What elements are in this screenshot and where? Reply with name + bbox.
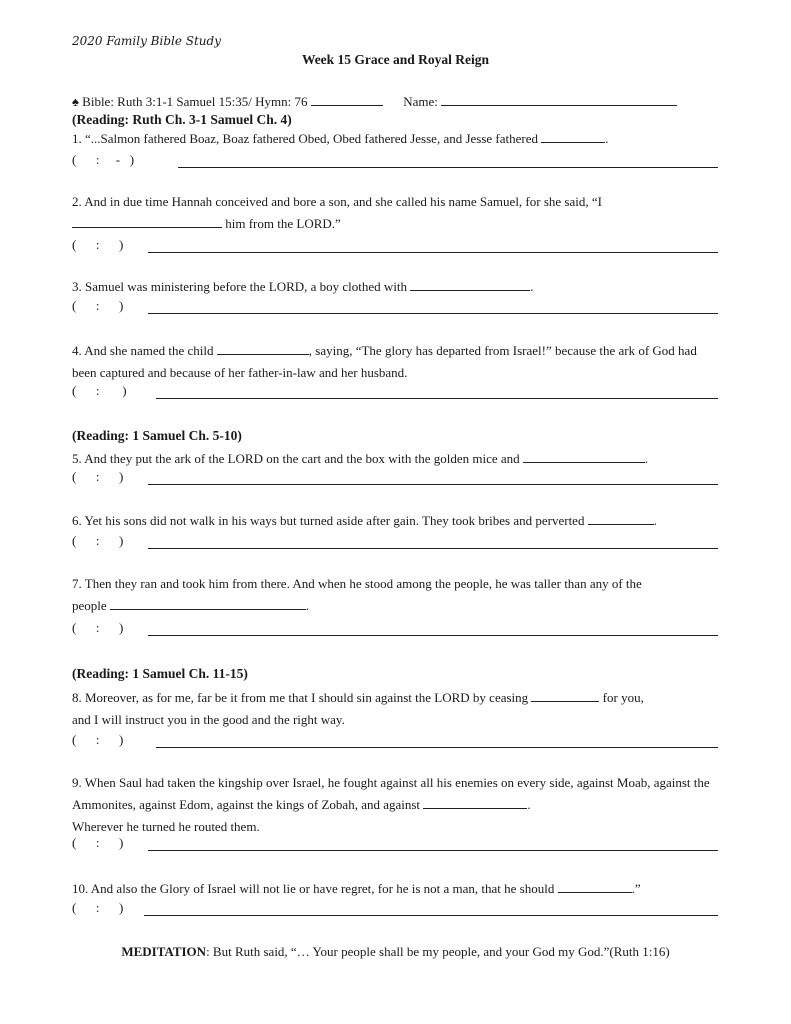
question-text-end: . [530,279,534,294]
answer-blank[interactable] [558,880,632,893]
answer-line[interactable] [156,747,718,748]
section-heading: (Reading: 1 Samuel Ch. 11-15) [72,666,248,681]
question-text: 10. And also the Glory of Israel will not lie or have regret, for he is not a man, that he should [72,881,555,896]
answer-blank[interactable] [531,689,599,702]
info-line [72,93,677,110]
answer-line[interactable] [144,915,718,916]
answer-line[interactable] [148,635,718,636]
reference-blank[interactable]: ( : ) [72,298,124,313]
section-heading: (Reading: 1 Samuel Ch. 5-10) [72,428,242,443]
name-field[interactable] [441,93,677,106]
answer-line[interactable] [148,484,718,485]
reference-row-2 [72,237,718,255]
reference-row-10 [72,900,718,918]
meditation-text: : But Ruth said, “… Your people shall be my people, and your God my God.”(Ruth 1:16) [206,944,670,959]
reference-blank[interactable]: ( : ) [72,620,124,635]
question-text-end: . [605,131,609,146]
meditation-verse [0,944,791,960]
answer-blank[interactable] [72,215,222,228]
answer-line[interactable] [148,252,718,253]
question-text: 2. And in due time Hannah conceived and bore a son, and she called his name Samuel, for she said, “I [72,194,602,209]
section-heading: (Reading: Ruth Ch. 3-1 Samuel Ch. 4) [72,112,292,127]
reference-row-6 [72,533,718,551]
reference-blank[interactable]: ( : ) [72,835,124,850]
question-4 [72,340,722,384]
question-5 [72,448,722,470]
question-10 [72,878,722,900]
reference-row-4 [72,383,718,401]
question-text-end: him from the LORD.” [225,216,341,231]
question-1 [72,128,722,150]
answer-line[interactable] [148,548,718,549]
answer-blank[interactable] [541,130,605,143]
reference-blank[interactable]: ( : - ) [72,152,135,167]
reference-blank[interactable]: ( : ) [72,732,124,747]
answer-blank[interactable] [110,597,306,610]
question-text: 3. Samuel was ministering before the LORD, a boy clothed with [72,279,408,294]
answer-line[interactable] [178,167,718,168]
reference-blank[interactable]: ( : ) [72,237,124,252]
question-text-end: for you, [602,690,644,705]
question-text-end: . [653,513,657,528]
answer-line[interactable] [148,850,718,851]
question-text: and I will instruct you in the good and the right way. [72,712,345,727]
page-title: Week 15 Grace and Royal Reign [301,52,490,67]
answer-line[interactable] [156,398,718,399]
answer-blank[interactable] [523,450,645,463]
question-text-end: , saying, “The glory has departed from Israel!” because the ark of God had been captured and because of her father-in-law and her husband. [72,343,697,380]
answer-blank[interactable] [410,278,530,291]
reference-row-7 [72,620,718,638]
question-text: Wherever he turned he routed them. [72,819,260,834]
answer-blank[interactable] [588,512,654,525]
question-2 [72,191,722,235]
question-text: 5. And they put the ark of the LORD on the cart and the box with the golden mice and [72,451,520,466]
question-text-end: . [527,797,531,812]
meditation-label: MEDITATION [121,944,207,959]
answer-blank[interactable] [217,342,309,355]
answer-line[interactable] [148,313,718,314]
reference-blank[interactable]: ( : ) [72,900,124,915]
reference-blank[interactable]: ( : ) [72,383,127,398]
reference-row-5 [72,469,718,487]
name-label: Name: [403,94,438,109]
question-9 [72,772,722,838]
reference-blank[interactable]: ( : ) [72,533,124,548]
answer-blank[interactable] [423,796,527,809]
reference-row-3 [72,298,718,316]
question-text: 4. And she named the child [72,343,214,358]
study-label: 2020 Family Bible Study [72,34,221,48]
question-text: 6. Yet his sons did not walk in his ways but turned aside after gain. They took bribes and perverted [72,513,585,528]
question-text: 9. When Saul had taken the kingship over Israel, he fought against all his enemies on every side, against Moab, against the Ammonites, against Edom, against the kings of Zobah, and against [72,775,710,812]
reference-row-1 [72,152,718,170]
question-3 [72,276,722,298]
reference-blank[interactable]: ( : ) [72,469,124,484]
reference-row-8 [72,732,718,750]
question-8 [72,687,722,731]
question-text: 7. Then they ran and took him from there. And when he stood among the people, he was taller than any of the [72,576,642,591]
bible-reference: ♠ Bible: Ruth 3:1-1 Samuel 15:35/ Hymn: 76 [72,94,308,109]
question-text-end: . [305,598,310,613]
question-text: 8. Moreover, as for me, far be it from me that I should sin against the LORD by ceasing [72,690,529,705]
question-7 [72,573,722,617]
question-6 [72,510,722,532]
question-text: 1. “...Salmon fathered Boaz, Boaz fathered Obed, Obed fathered Jesse, and Jesse fathered [72,131,539,146]
question-text-end: . [644,451,649,466]
question-text-end: .” [631,881,641,896]
question-text: people [72,598,107,613]
hymn-blank[interactable] [311,93,383,106]
reference-row-9 [72,835,718,853]
